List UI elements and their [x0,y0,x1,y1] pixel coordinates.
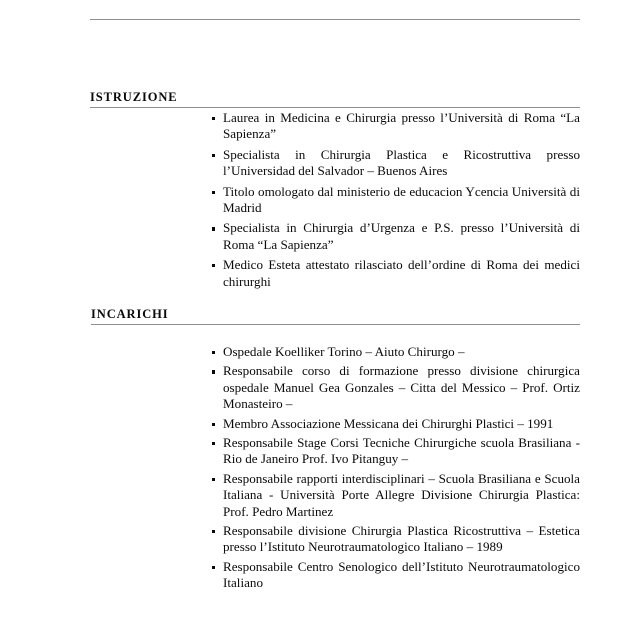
list-item: Titolo omologato dal ministerio de educacion Ycencia Università di Madrid [212,184,580,217]
list-item: Responsabile corso di formazione presso divisione chirurgica ospedale Manuel Gea Gonzales – Citta del Messico – Prof. Ortiz Monasteiro – [212,363,580,412]
section-heading-incarichi: INCARICHI [91,307,169,321]
list-item: Responsabile Centro Senologico dell’Istituto Neurotraumatologico Italiano [212,559,580,592]
istruzione-list [212,110,580,294]
list-item: Responsabile Stage Corsi Tecniche Chirurgiche scuola Brasiliana - Rio de Janeiro Prof. Ivo Pitanguy – [212,435,580,468]
incarichi-list [212,344,580,595]
section-heading-istruzione: ISTRUZIONE [90,90,178,104]
list-item: Responsabile rapporti interdisciplinari – Scuola Brasiliana e Scuola Italiana - Università Porte Allegre Divisione Chirurgia Plastica: Prof. Pedro Martinez [212,471,580,520]
section-rule-istruzione [90,107,580,108]
list-item: Specialista in Chirurgia Plastica e Ricostruttiva presso l’Universidad del Salvador – Buenos Aires [212,147,580,180]
list-item: Medico Esteta attestato rilasciato dell’ordine di Roma dei medici chirurghi [212,257,580,290]
list-item: Ospedale Koelliker Torino – Aiuto Chirurgo – [212,344,580,360]
list-item: Membro Associazione Messicana dei Chirurghi Plastici – 1991 [212,416,580,432]
list-item: Responsabile divisione Chirurgia Plastica Ricostruttiva – Estetica presso l’Istituto Neurotraumatologico Italiano – 1989 [212,523,580,556]
list-item: Laurea in Medicina e Chirurgia presso l’Università di Roma “La Sapienza” [212,110,580,143]
top-horizontal-rule [90,19,580,20]
section-rule-incarichi [91,324,580,325]
list-item: Specialista in Chirurgia d’Urgenza e P.S. presso l’Università di Roma “La Sapienza” [212,220,580,253]
